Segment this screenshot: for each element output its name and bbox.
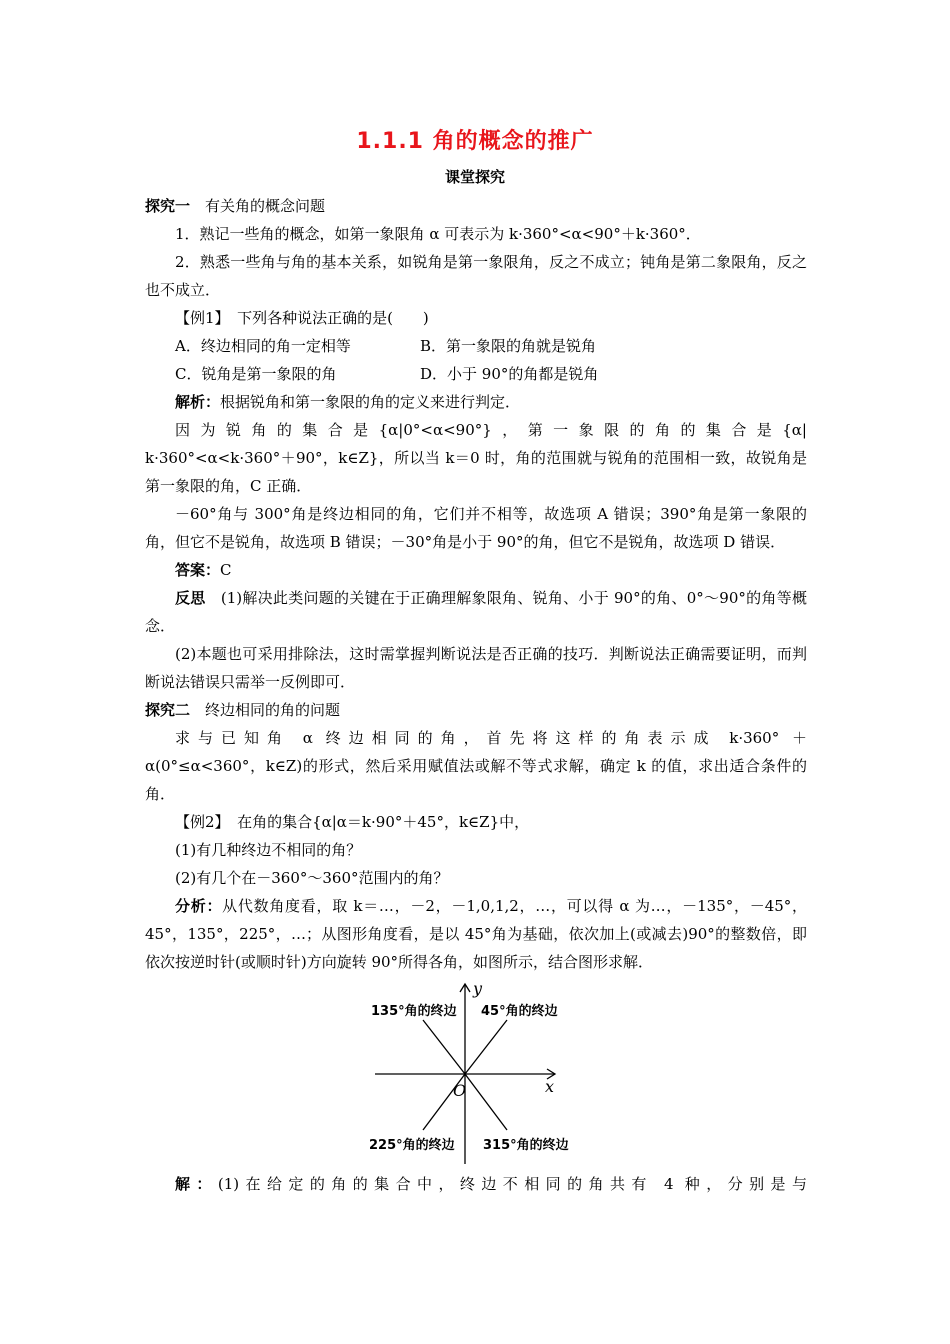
- y-axis-label: y: [473, 980, 483, 998]
- option-b: B．第一象限的角就是锐角: [420, 337, 597, 355]
- label-45: 45°角的终边: [481, 1004, 558, 1019]
- example-1-options-row-1: [145, 332, 807, 360]
- example-1-reflection-2: (2)本题也可采用排除法，这时需掌握判断说法是否正确的技巧．判断说法正确需要证明，而判断说法错误只需举一反例即可．: [145, 645, 807, 691]
- terminal-sides-figure: [367, 980, 607, 1168]
- example-1-label: 【例1】: [175, 309, 223, 327]
- example-1-options-row-2: [145, 360, 807, 388]
- example-2-subquestion-2: (2)有几个在－360°～360°范围内的角？: [175, 869, 449, 887]
- page-title: 1.1.1 角的概念的推广: [356, 129, 594, 154]
- option-c: C．锐角是第一象限的角: [175, 365, 337, 383]
- reflection-text-1: (1)解决此类问题的关键在于正确理解象限角、锐角、小于 90°的角、0°～90°的角等概念．: [145, 589, 807, 635]
- ray-45: [465, 1020, 507, 1074]
- label-225: 225°角的终边: [369, 1138, 455, 1153]
- example-2-question: 在角的集合{α|α＝k·90°＋45°，k∈Z}中，: [237, 813, 530, 831]
- ray-315: [465, 1074, 507, 1130]
- example-1-paragraph-b: k·360°<α<k·360°＋90°，k∈Z}，所以当 k＝0 时，角的范围就与锐角的范围相一致，故锐角是第一象限的角，C 正确．: [145, 449, 807, 495]
- section-1-label: 探究一: [145, 197, 191, 215]
- label-315: 315°角的终边: [483, 1138, 569, 1153]
- page-subtitle: 课堂探究: [444, 168, 505, 186]
- example-1-reflection-1: [145, 584, 807, 640]
- section-2-label: 探究二: [145, 701, 191, 719]
- analysis-text: 根据锐角和第一象限的角的定义来进行判定．: [220, 393, 521, 411]
- example-1-paragraph-a: 因为锐角的集合是{α|0°<α<90°}，第一象限的角的集合是{α|: [175, 421, 807, 439]
- example-2-question-line: [145, 808, 807, 836]
- example-2-analysis-label: 分析：: [175, 897, 223, 915]
- section-1-heading: [145, 192, 807, 220]
- answer-value: C: [220, 561, 232, 579]
- option-a: A．终边相同的角一定相等: [175, 337, 351, 355]
- section-2-paragraph-a: 求与已知角 α 终边相同的角，首先将这样的角表示成 k·360° ＋: [175, 729, 807, 747]
- section-1-point-1: 1．熟记一些角的概念，如第一象限角 α 可表示为 k·360°<α<90°＋k·360°．: [175, 225, 701, 243]
- example-2-analysis-text: 从代数角度看，取 k＝…，－2，－1,0,1,2，…，可以得 α 为…，－135°，－45°，45°，135°，225°，…；从图形角度看，是以 45°角为基础，依次加上(或减去)90°的整数倍，即依次按逆时针(或顺时针)方向旋转 90°所得各角，如图所示，结合图形求解．: [145, 897, 807, 971]
- example-2-solution: [145, 1170, 807, 1198]
- answer-label: 答案：: [175, 561, 221, 579]
- label-135: 135°角的终边: [371, 1004, 457, 1019]
- example-1-question: 下列各种说法正确的是( ): [237, 309, 429, 327]
- example-2-label: 【例2】: [175, 813, 223, 831]
- document-body: [145, 192, 807, 1198]
- section-1-title: 有关角的概念问题: [205, 197, 326, 215]
- origin-label: O: [453, 1081, 467, 1100]
- example-2-subquestion-1: (1)有几种终边不相同的角？: [175, 841, 362, 859]
- section-2-paragraph-b: α(0°≤α<360°，k∈Z)的形式，然后采用赋值法或解不等式求解，确定 k 的值，求出适合条件的角．: [145, 757, 807, 803]
- solution-text: (1)在给定的角的集合中，终边不相同的角共有 4 种，分别是与: [217, 1175, 807, 1193]
- x-axis-label: x: [545, 1077, 555, 1096]
- solution-label: 解：: [175, 1175, 218, 1193]
- example-1-answer: [145, 556, 807, 584]
- reflection-label: 反思: [175, 589, 206, 607]
- ray-135: [423, 1020, 465, 1074]
- section-2-title: 终边相同的角的问题: [205, 701, 341, 719]
- section-2-heading: [145, 696, 807, 724]
- option-d: D．小于 90°的角都是锐角: [420, 365, 599, 383]
- example-1-paragraph-c: －60°角与 300°角是终边相同的角，它们并不相等，故选项 A 错误；390°角是第一象限的角，但它不是锐角，故选项 B 错误；－30°角是小于 90°的角，但它不是锐角，故选项 D 错误．: [145, 505, 807, 551]
- example-1-question-line: [145, 304, 807, 332]
- analysis-label: 解析：: [175, 393, 221, 411]
- example-2-analysis: [145, 892, 807, 976]
- example-1-analysis: [145, 388, 807, 416]
- section-1-point-2: 2．熟悉一些角与角的基本关系，如锐角是第一象限角，反之不成立；钝角是第二象限角，反之也不成立．: [145, 253, 807, 299]
